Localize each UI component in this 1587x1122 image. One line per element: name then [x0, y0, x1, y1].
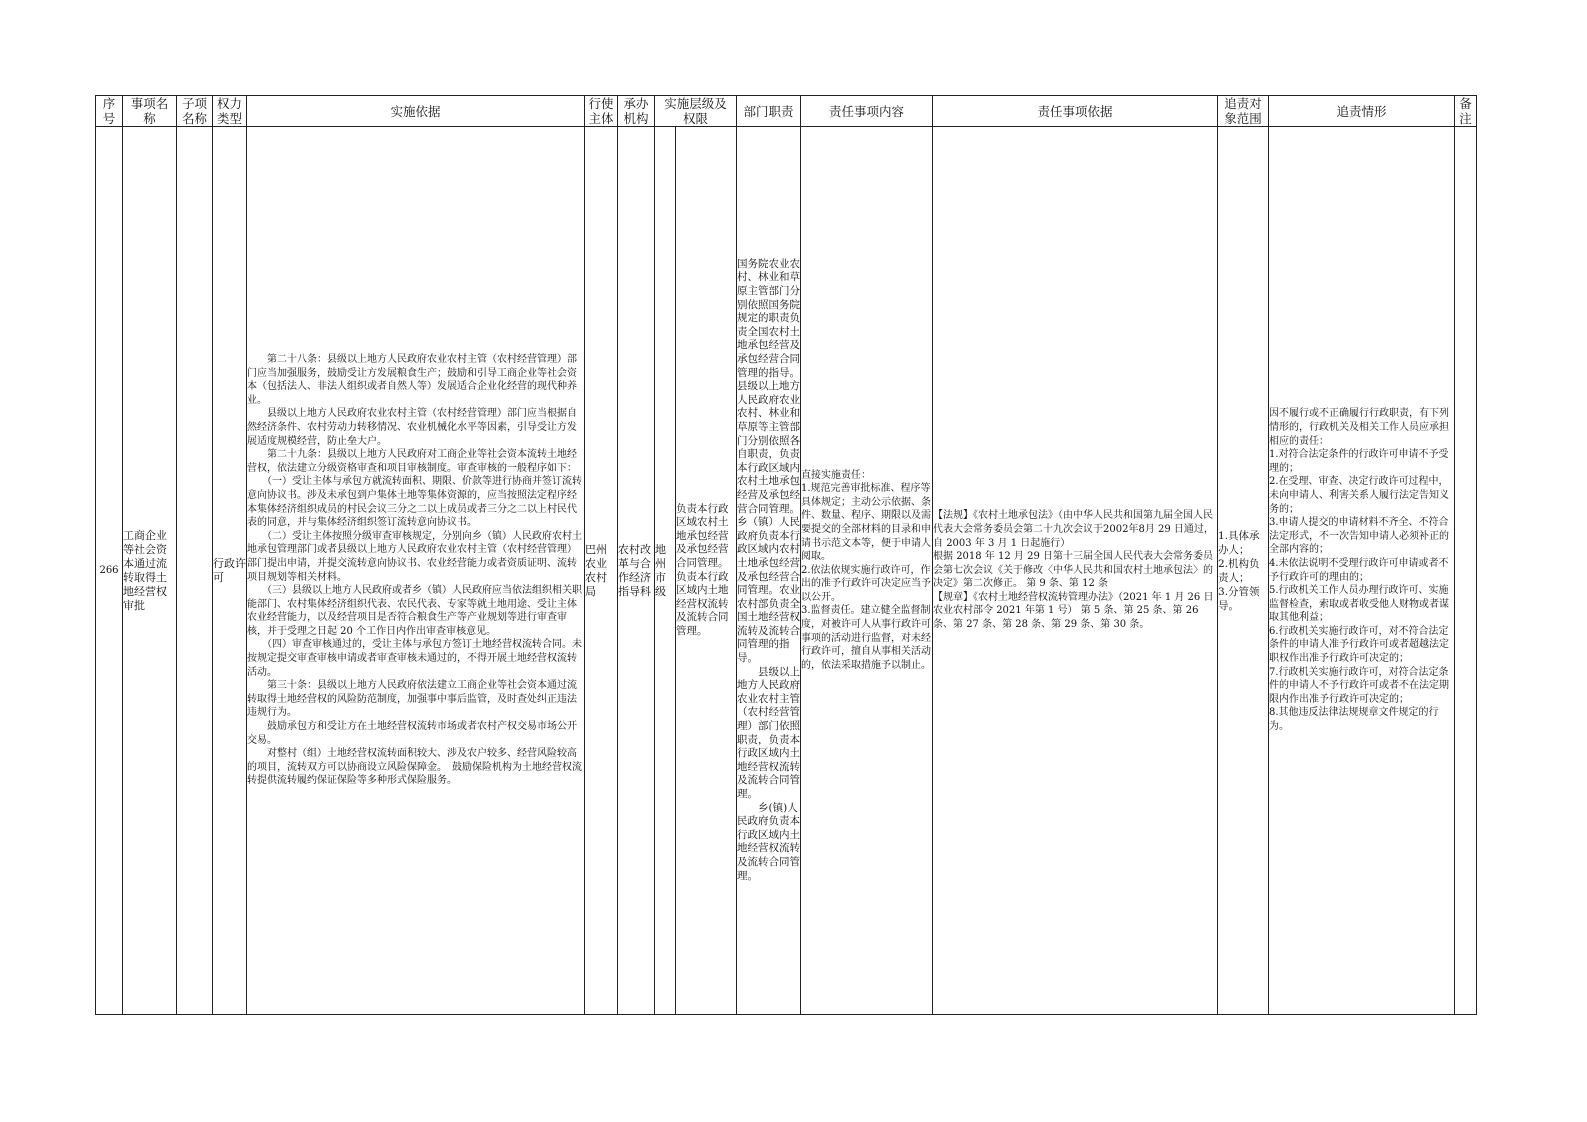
header-item-name: 事项名 称: [123, 96, 177, 127]
header-subject: 行使 主体: [585, 96, 618, 127]
cell-sub-item: [177, 127, 213, 1015]
cell-power-type: 行政许可: [213, 127, 247, 1015]
header-row: [96, 96, 1477, 127]
cell-resp-content: 直接实施责任： 1.规范完善审批标准、程序等具体规定；主动公示依据、条件、数量、程序、期限以及需要提交的全部材料的目录和申请书示范文本等，便于申请人阅取。 2.依法依规实施行政许可，作出的准予行政许可决定应当予以公开。 3.监督责任。建立健全监督制度，对被许可人从事行政许可事项的活动进行监督，对未经行政许可，擅自从事相关活动的，依法采取措施予以制止。: [801, 127, 933, 1015]
header-basis: 实施依据: [247, 96, 585, 127]
header-remarks: 备 注: [1455, 96, 1477, 127]
header-power-type: 权力 类型: [213, 96, 247, 127]
header-accountability-cases: 追责情形: [1269, 96, 1455, 127]
cell-accountability-scope: 1.具体承办人； 2.机构负责人； 3.分管领导。: [1218, 127, 1269, 1015]
power-list-table: [95, 95, 1477, 1015]
cell-basis: 第二十八条：县级以上地方人民政府农业农村主管（农村经营管理）部门应当加强服务，鼓励受让方发展粮食生产；鼓励和引导工商企业等社会资本（包括法人、非法人组织或者自然人等）发展适合企业化经营的现代种养业。 县级以上地方人民政府农业农村主管（农村经营管理）部门应当根据自然经济条件、农村劳动力转移情况、农业机械化水平等因素，引导受让方发展适度规模经营，防止垒大户。 第二十九条：县级以上地方人民政府对工商企业等社会资本流转土地经营权，依法建立分级资格审查和项目审核制度。审查审核的一般程序如下： （一）受让主体与承包方就流转面积、期限、价款等进行协商并签订流转意向协议书。涉及未承包到户集体土地等集体资源的，应当按照法定程序经本集体经济组织成员的村民会议三分之二以上成员或者三分之二以上村民代表的同意，并与集体经济组织签订流转意向协议书。 （二）受让主体按照分级审查审核规定，分别向乡（镇）人民政府农村土地承包管理部门或者县级以上地方人民政府农业农村主管（农村经营管理）部门提出申请，并提交流转意向协议书、农业经营能力或者资质证明、流转项目规划等相关材料。 （三）县级以上地方人民政府或者乡（镇）人民政府应当依法组织相关职能部门、农村集体经济组织代表、农民代表、专家等就土地用途、受让主体农业经营能力，以及经营项目是否符合粮食生产等产业规划等进行审查审核，并于受理之日起 20 个工作日内作出审查审核意见。 （四）审查审核通过的，受让主体与承包方签订土地经营权流转合同。未按规定提交审查审核申请或者审查审核未通过的，不得开展土地经营权流转活动。 第三十条：县级以上地方人民政府依法建立工商企业等社会资本通过流转取得土地经营权的风险防范制度，加强事中事后监管，及时查处纠正违法违规行为。 鼓励承包方和受让方在土地经营权流转市场或者农村产权交易市场公开交易。 对整村（组）土地经营权流转面积较大、涉及农户较多、经营风险较高的项目，流转双方可以协商设立风险保障金。 鼓励保险机构为土地经营权流转提供流转履约保证保险等多种形式保险服务。: [247, 127, 585, 1015]
header-seq: 序 号: [96, 96, 123, 127]
cell-agency: 农村改革与合作经济指导科: [618, 127, 655, 1015]
cell-resp-basis: 【法规】《农村土地承包法》（由中华人民共和国第九届全国人民代表大会常务委员会第二十九次会议于2002年8月 29 日通过，自 2003 年 3 月 1 日起施行） 根据 2018 年 12 月 29 日第十三届全国人民代表大会常务委员会第七次会议《关于修改〈中华人民共和国农村土地承包法〉的决定》第二次修正。 第 9 条、第 12 条 【规章】《农村土地经营权流转管理办法》（2021 年 1 月 26 日 农业农村部令 2021 年第 1 号） 第 5 条、第 25 条、第 26 条、第 27 条、第 28 条、第 29 条、第 30 条。: [933, 127, 1218, 1015]
cell-level-a: 地州市级: [655, 127, 676, 1015]
header-resp-basis: 责任事项依据: [933, 96, 1218, 127]
header-resp-content: 责任事项内容: [801, 96, 933, 127]
header-dept-duty: 部门职责: [737, 96, 801, 127]
cell-seq: 266: [96, 127, 123, 1015]
cell-dept-duty: 国务院农业农村、林业和草原主管部门分别依照国务院规定的职责负责全国农村土地承包经营及承包经营合同管理的指导。 县级以上地方人民政府农业农村、林业和草原等主管部门分别依照各自职责，负责本行政区域内农村土地承包经营及承包经营合同管理。 乡（镇）人民政府负责本行政区域内农村土地承包经营及承包经营合同管理。农业农村部负责全国土地经营权流转及流转合同管理的指导。 县级以上地方人民政府农业农村主管（农村经营管理）部门依照职责，负责本行政区域内土地经营权流转及流转合同管理。 乡(镇)人民政府负责本行政区域内土地经营权流转及流转合同管理。: [737, 127, 801, 1015]
header-accountability-scope: 追责对 象范围: [1218, 96, 1269, 127]
table-row: [96, 127, 1477, 1015]
header-agency: 承办 机构: [618, 96, 655, 127]
header-level: 实施层级及 权限: [655, 96, 737, 127]
cell-remarks: [1455, 127, 1477, 1015]
cell-level-b: 负责本行政区域农村土地承包经营及承包经营合同管理。负责本行政区域内土地经营权流转及流转合同管理。: [676, 127, 737, 1015]
cell-item-name: 工商企业等社会资本通过流转取得土地经营权审批: [123, 127, 177, 1015]
header-sub-item: 子项 名称: [177, 96, 213, 127]
cell-subject: 巴州农业农村局: [585, 127, 618, 1015]
cell-accountability-cases: 因不履行或不正确履行行政职责，有下列情形的，行政机关及相关工作人员应承担相应的责任： 1.对符合法定条件的行政许可申请不予受理的； 2.在受理、审查、决定行政许可过程中，未向申请人、利害关系人履行法定告知义务的； 3.申请人提交的申请材料不齐全、不符合法定形式，不一次告知申请人必须补正的全部内容的； 4.未依法说明不受理行政许可申请或者不予行政许可的理由的； 5.行政机关工作人员办理行政许可、实施监督检查，索取或者收受他人财物或者谋取其他利益； 6.行政机关实施行政许可，对不符合法定条件的申请人准予行政许可或者超越法定职权作出准予行政许可决定的； 7.行政机关实施行政许可，对符合法定条件的申请人不予行政许可或者不在法定期限内作出准予行政许可决定的； 8.其他违反法律法规规章文件规定的行为。: [1269, 127, 1455, 1015]
